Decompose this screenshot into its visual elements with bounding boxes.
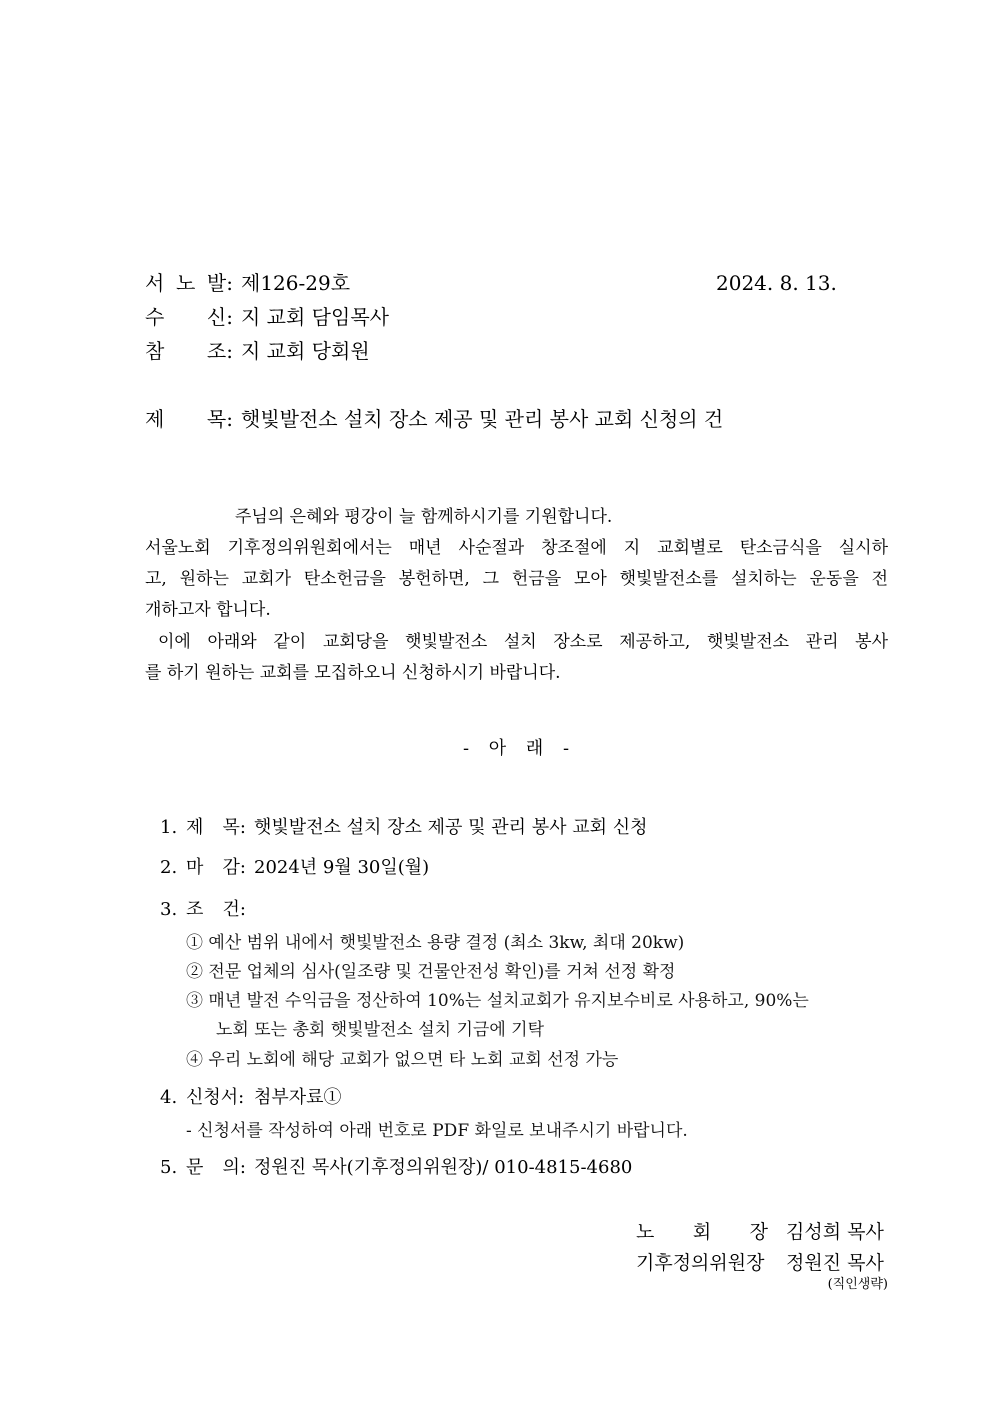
reference-value: 지 교회 당회원 [241,339,370,363]
doc-number-row [145,270,350,296]
item-label: 마 감: [186,857,246,878]
list-item [160,1086,342,1110]
greeting: 주님의 은혜와 평강이 늘 함께하시기를 기원합니다. [235,507,613,527]
subject-value: 햇빛발전소 설치 장소 제공 및 관리 봉사 교회 신청의 건 [241,407,724,431]
item-label: 조 건: [186,899,246,920]
condition-item: ② 전문 업체의 심사(일조량 및 건물안전성 확인)를 거쳐 선정 확정 [186,962,676,982]
item-number: 3. [160,899,178,920]
subject-row [145,406,723,432]
item-number: 1. [160,817,178,838]
item-label: 문 의: [186,1157,246,1178]
item-note: - 신청서를 작성하여 아래 번호로 PDF 화일로 보내주시기 바랍니다. [186,1121,688,1141]
recipient-value: 지 교회 담임목사 [241,305,389,329]
document-date: 2024. 8. 13. [716,271,837,295]
item-label: 신청서: [186,1087,245,1108]
paragraph1-line: 고, 원하는 교회가 탄소헌금을 봉헌하면, 그 헌금을 모아 햇빛발전소를 설치하는 운동을 전 [145,569,888,589]
doc-number-value: 제126-29호 [241,271,351,295]
seal-note: (직인생략) [827,1277,888,1292]
item-value: 첨부자료① [254,1087,342,1108]
condition-item: ④ 우리 노회에 해당 교회가 없으면 타 노회 교회 선정 가능 [186,1050,619,1070]
item-number: 5. [160,1157,178,1178]
item-value: 정원진 목사(기후정의위원장)/ 010-4815-4680 [254,1157,633,1178]
condition-item-continuation: 노회 또는 총회 햇빛발전소 설치 기금에 기탁 [216,1020,545,1040]
reference-label: 참 조: [145,339,233,363]
list-item [160,816,648,840]
subject-label: 제 목: [145,407,233,431]
list-item [160,898,254,922]
doc-number-label: 서 노 발: [145,271,233,295]
item-label: 제 목: [186,817,246,838]
condition-item: ③ 매년 발전 수익금을 정산하여 10%는 설치교회가 유지보수비로 사용하고, 90%는 [186,991,809,1011]
paragraph1-line: 개하고자 합니다. [145,600,271,620]
list-item [160,1156,632,1180]
signature-row [636,1250,884,1276]
reference-row [145,338,370,364]
paragraph1-line: 서울노회 기후정의위원회에서는 매년 사순절과 창조절에 지 교회별로 탄소금식을 실시하 [145,538,888,558]
notice-heading: - 아 래 - [462,738,570,759]
item-value: 햇빛발전소 설치 장소 제공 및 관리 봉사 교회 신청 [254,817,648,838]
signature-title: 노 회 장 [636,1221,768,1243]
paragraph2-line: 이에 아래와 같이 교회당을 햇빛발전소 설치 장소로 제공하고, 햇빛발전소 관리 봉사 [158,632,888,652]
item-value: 2024년 9월 30일(월) [254,857,430,878]
signature-title: 기후정의위원장 [636,1252,765,1274]
signature-row [636,1219,884,1245]
item-number: 2. [160,857,178,878]
item-number: 4. [160,1087,178,1108]
signature-name: 김성희 목사 [786,1221,884,1243]
paragraph2-line: 를 하기 원하는 교회를 모집하오니 신청하시기 바랍니다. [145,663,561,683]
condition-item: ① 예산 범위 내에서 햇빛발전소 용량 결정 (최소 3kw, 최대 20kw) [186,933,685,953]
recipient-row [145,304,389,330]
signature-name: 정원진 목사 [786,1252,884,1274]
recipient-label: 수 신: [145,305,233,329]
list-item [160,856,429,880]
